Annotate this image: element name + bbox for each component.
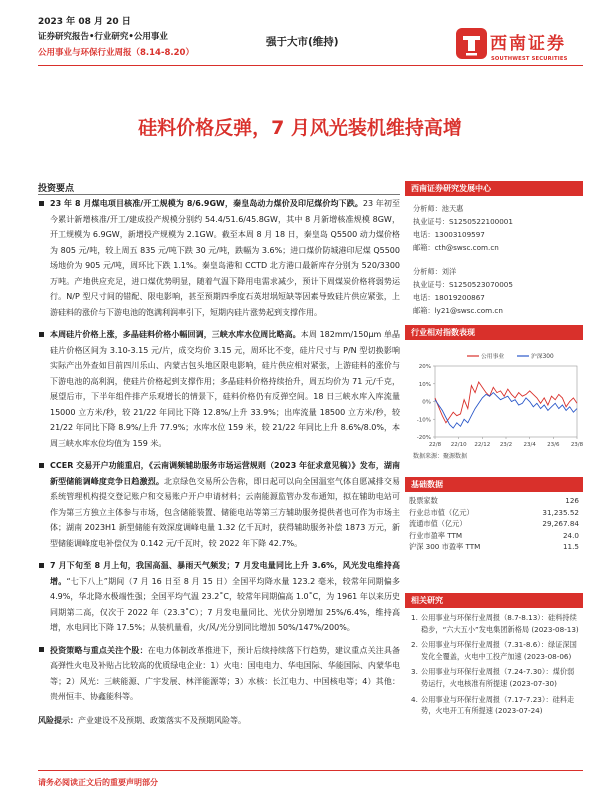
basic-data-title: 基础数据 — [405, 477, 583, 492]
row-label: 行业市盈率 TTM — [409, 530, 463, 540]
x-tick-label: 22/10 — [450, 442, 467, 448]
bullet-body: 北京绿色交易所公告称，即日起可以向全国温室气体自愿减排交易系统管理机构提交登记账户和交易账户开户申请材料；云南能源监管办发布通知，拟在辅助电站可作为第三方独立主体参与市场，包含储能装置、储能电站等第三方辅助服务提供者也可作为市场主体；湖南 2023H1 新型储能有效深度调峰电量 1.32 亿千瓦时，获得辅助服务补偿 1873 万元，新型储能调峰度电补偿仅为 0.142 元/千瓦时，较 2022 年下降 42.7%。 — [50, 476, 400, 548]
bullet-lead: 23 年 8 月煤电项目核准/开工规模为 8/6.9GW，秦皇岛动力煤价及印尼煤价均下跌。 — [50, 199, 363, 208]
x-tick-label: 23/8 — [570, 442, 583, 448]
summary-bullet — [38, 458, 400, 551]
analyst-spacer — [413, 254, 577, 265]
summary-heading: 投资要点 — [38, 184, 75, 194]
analyst-block — [405, 196, 583, 317]
row-label: 行业总市值（亿元） — [409, 507, 474, 517]
series-line-utilities — [435, 382, 577, 423]
item-number: 4. — [411, 694, 418, 704]
x-tick-label: 22/12 — [474, 442, 491, 448]
bullet-square-icon — [39, 332, 44, 337]
item-text: 公用事业与环保行业周报（8.7-8.13）：硅料持续稳步，“六大五小”发电集团新格局 (2023-08-13) — [421, 613, 579, 634]
item-text: 公用事业与环保行业周报（7.17-7.23）：硅料走势，火电开工有所提速 (2023-07-24) — [421, 694, 575, 716]
chart-frame — [435, 366, 577, 437]
performance-panel — [405, 325, 583, 465]
y-tick-label: -20% — [416, 435, 431, 441]
legend-label: 沪深300 — [531, 354, 554, 360]
analyst-email[interactable]: 邮箱：ly21@swsc.com.cn — [413, 306, 503, 315]
performance-title: 行业相对指数表现 — [405, 325, 583, 340]
item-text: 公用事业与环保行业周报（7.24-7.30）：煤价弱势运行，火电核准有所提速 (2023-07-30) — [421, 667, 575, 688]
analyst-phone: 电话：18019200867 — [413, 293, 485, 302]
report-title: 硅料价格反弹，7 月风光装机维持高增 — [138, 117, 462, 139]
summary-bullet — [38, 558, 400, 636]
analyst-license: 执业证号：S1250522100001 — [413, 217, 513, 226]
weekly-label: 公用事业与环保行业周报（8.14-8.20） — [38, 48, 194, 58]
bullet-square-icon — [39, 201, 44, 206]
row-value: 24.0 — [562, 530, 579, 540]
risk-body: 产业建设不及预期、政策落实不及预期风险等。 — [78, 716, 246, 725]
bullet-lead: 7 月下旬至 8 月上旬，我国高温、暴雨天气频发；7 月发电量同比上升 3.6%，风光发电维持高增。 — [50, 561, 400, 586]
table-row — [405, 530, 583, 542]
logo-mark-icon — [455, 27, 488, 60]
performance-chart-svg — [405, 340, 583, 465]
basic-data-panel — [405, 477, 583, 553]
summary-bullet — [38, 643, 400, 705]
bullet-square-icon — [39, 563, 44, 568]
analyst-phone: 电话：13003109597 — [413, 230, 485, 239]
related-research-title: 相关研究 — [405, 593, 583, 608]
y-tick-label: 10% — [418, 381, 431, 388]
summary-divider — [38, 194, 400, 195]
x-tick-label: 23/6 — [547, 442, 560, 448]
row-value: 31,235.52 — [542, 507, 579, 517]
item-text: 公用事业与环保行业周报（7.31-8.6）：绿证深国发化全覆盖，火电中工投产加速 (2023-08-06) — [421, 640, 577, 661]
x-tick-label: 23/2 — [499, 442, 513, 448]
institute-title: 西南证券研究发展中心 — [405, 181, 583, 196]
chart-source: 数据来源：聚源数据 — [413, 453, 468, 460]
header-divider — [38, 65, 583, 66]
y-tick-label: -10% — [416, 417, 431, 424]
table-row — [405, 495, 583, 507]
table-row — [405, 541, 583, 553]
risk-warning — [38, 714, 400, 728]
row-label: 流通市值（亿元） — [409, 519, 467, 529]
related-research-item[interactable] — [411, 694, 581, 717]
bullet-body: 23 年初至今累计新增核准/开工/建成投产规模分别约 54.4/51.6/45.8GW，其中 8 月新增核准规模 8GW，开工规模为 6.9GW，新增投产规模为 2.1GW。截至本周 8 月 18 日，秦皇岛 Q5500 动力煤价格为 805 元/吨，较上周五 835 元/吨下跌 30 元/吨，跌幅为 3.6%；进口煤价防城港印尼煤 Q5500 场地价为 905 元/吨，周环比下跌 1.1%。秦皇岛港和 CCTD 北方港口最新库存分别为 520/3300 万吨。产地供应充足，进口煤优势明显，随着气温下降用电需求减少，预计下周煤炭价格将弱势运行。N/P 型尺寸间的错配、限电影响，甚至预期四季度石英坩埚短缺等因素导致硅片供应紧张，上游硅料的涨价与下游电池的饱满利润率引下，短期内硅片涨势起到支撑作用。 — [50, 199, 400, 317]
report-type: 证券研究报告•行业研究•公用事业 — [38, 32, 168, 42]
industry-rating: 强于大市(维持) — [266, 36, 339, 48]
bullet-lead: 投资策略与重点关注个股： — [50, 645, 148, 655]
item-number: 2. — [411, 640, 418, 650]
performance-chart — [405, 340, 583, 465]
x-tick-label: 22/8 — [428, 442, 442, 448]
analyst-panel — [405, 181, 583, 317]
item-number: 1. — [411, 613, 418, 622]
summary-bullets — [38, 196, 400, 712]
row-value: 126 — [565, 496, 579, 505]
y-tick-label: 20% — [418, 364, 431, 370]
bullet-square-icon — [39, 647, 44, 652]
related-research-item[interactable] — [411, 639, 581, 662]
table-row — [405, 507, 583, 519]
summary-bullet — [38, 196, 400, 320]
report-date: 2023 年 08 月 20 日 — [38, 17, 131, 27]
legend-label: 公用事业 — [481, 354, 505, 360]
analyst-license: 执业证号：S1250523070005 — [413, 280, 513, 289]
related-research-item[interactable] — [411, 612, 581, 635]
related-research-panel — [405, 593, 583, 721]
item-number: 3. — [411, 667, 418, 677]
related-research-item[interactable] — [411, 666, 581, 689]
row-label: 股票家数 — [409, 496, 438, 505]
footer-divider — [38, 770, 583, 771]
table-row — [405, 518, 583, 530]
series-line-hs300 — [435, 393, 577, 429]
risk-label: 风险提示： — [38, 716, 78, 725]
footer-disclaimer[interactable]: 请务必阅读正文后的重要声明部分 — [38, 778, 158, 787]
logo-text-en: SOUTHWEST SECURITIES — [491, 56, 568, 62]
analyst-name: 分析师：池天惠 — [413, 204, 464, 213]
logo-text-cn: 西南证券 — [490, 34, 566, 54]
bullet-lead: 本周硅片价格上涨，多晶硅料价格小幅回调，三峡水库水位周比略高。 — [50, 330, 301, 339]
bullet-body: “七下八上”期间（7 月 16 日至 8 月 15 日）全国平均降水量 123.2 毫米，较常年同期偏多 4.9%，华北降水极端性强；全国平均气温 23.2˚C，较常年同期偏高 1.0˚C，为 1961 年以来历史同期第二高，仅次于 2022 年（23.3˚C）；7 月发电量同比、光伏分别增加 25%/6.4%，维持高增，水电同比下降 17.5%；从装机量看，火/风/光分别同比增加 50%/147%/200%。 — [50, 576, 400, 632]
basic-data-table — [405, 495, 583, 553]
analyst-email[interactable]: 邮箱：cth@swsc.com.cn — [413, 243, 499, 252]
x-tick-label: 23/4 — [523, 442, 536, 448]
row-label: 沪深 300 市盈率 TTM — [409, 542, 481, 552]
bullet-square-icon — [39, 463, 44, 468]
bullet-body: 本周 182mm/150μm 单晶硅片价格区间为 3.10-3.15 元/片，成交均价 3.15 元，周环比不变，硅片尺寸与 P/N 型切换影响实际产出外查如目前四川乐山、内蒙古包头地区限电影响，硅片供应相对紧张，上游硅料的涨价与下游电池的高利润，使硅片价格起到支撑作用；多晶硅料价格持续抬升，周五均价为 71 元/千克，展望后市，下半年组件排产乐观增长的情景下，硅料价格仍有反弹空间。18 日三峡水库入库流量 15000 立方米/秒，较 21/22 年同比下降 12.8%/上升 33.9%；出库流量 18500 立方米/秒，较 21/22 年同比下降 8.9%/上升 77.9%；水库水位 159 米，较 21/22 年同比上升 8.6%/8.0%，本周三峡水库水位均值为 159 米。 — [50, 330, 400, 448]
row-value: 29,267.84 — [542, 519, 579, 529]
row-value: 11.5 — [562, 542, 579, 552]
summary-bullet — [38, 327, 400, 451]
analyst-name: 分析师：刘洋 — [413, 267, 457, 276]
bullet-lead: CCER 交易开户功能重启，《云南调频辅助服务市场运营规则（2023 年征求意见稿）》发布，湖南新型储能调峰度竞争日趋激烈。 — [50, 461, 400, 486]
related-research-list — [405, 608, 583, 717]
company-logo — [455, 27, 580, 75]
y-tick-label: 0% — [422, 399, 431, 406]
bullet-body: 在电力体制改革推进下，预计后续持续落下行趋势，建议重点关注具备高弹性火电及补贴占比较高的优质绿电企业：1）火电：国电电力、华电国际、华能国际、内蒙华电等；2）风光：三峡能源、广宇发展、林洋能源等；3）水核：长江电力、中国核电等；4）其他：贵州恒丰、协鑫能科等。 — [50, 645, 401, 701]
